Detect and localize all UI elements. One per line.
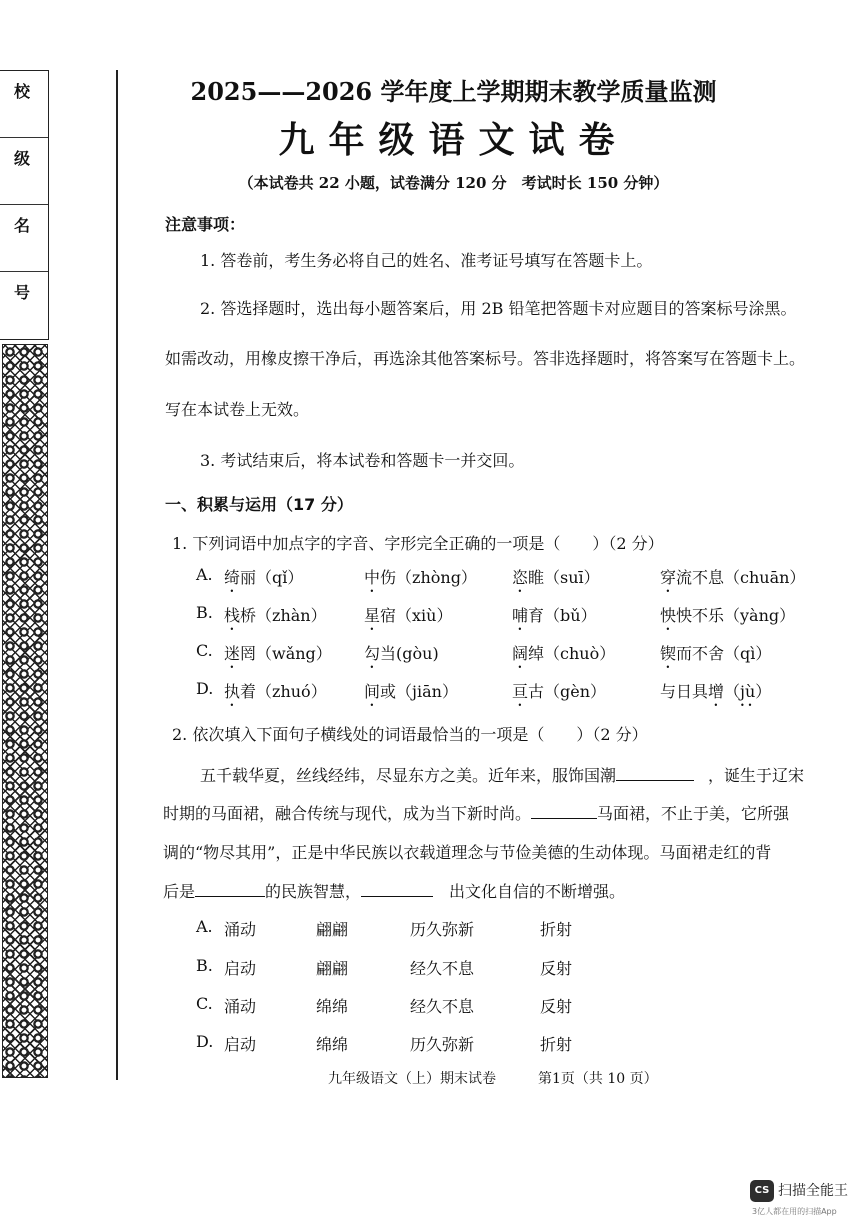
- q1-word: 恣睢（suī）: [512, 568, 600, 587]
- school-label: 校: [14, 82, 31, 101]
- scanner-app-name: 扫描全能王: [778, 1183, 848, 1199]
- q1-word: 绮丽（qǐ）: [224, 568, 304, 587]
- q1-word: 间或（jiān）: [364, 682, 458, 701]
- exam-title-line2: 九年级语文试卷: [278, 119, 629, 161]
- q2-passage-line4: 后是 的民族智慧， 出文化自信的不断增强。: [163, 882, 626, 901]
- q2-choice: 翩翩: [316, 920, 349, 939]
- q2-choice: 启动: [224, 1035, 257, 1054]
- q2-choice: 启动: [224, 959, 257, 978]
- class-label: 级: [14, 149, 31, 168]
- blank-1: [616, 766, 694, 781]
- q2-option-label: C.: [196, 994, 213, 1013]
- note-item-3: 3. 考试结束后，将本试卷和答题卡一并交回。: [200, 451, 525, 470]
- notes-heading: 注意事项：: [165, 215, 246, 234]
- q2-choice: 折射: [540, 920, 573, 939]
- q1-word: 勾当(gòu): [364, 644, 439, 663]
- q1-word: 哺育（bǔ）: [512, 606, 597, 625]
- binding-line: [116, 70, 118, 1080]
- q2-passage-line2: 时期的马面裙，融合传统与现代，成为当下新时尚。 马面裙，不止于美，它所强: [163, 804, 790, 823]
- section-heading: 一、积累与运用（17 分）: [165, 495, 353, 514]
- scanner-logo-icon: CS: [750, 1180, 774, 1202]
- q2-choice: 经久不息: [410, 997, 475, 1016]
- q2-choice: 涌动: [224, 920, 257, 939]
- q2-choice: 涌动: [224, 997, 257, 1016]
- q1-word: 星宿（xiù）: [364, 606, 453, 625]
- name-label: 名: [14, 216, 31, 235]
- note-item-2-line3: 写在本试卷上无效。: [165, 400, 310, 419]
- q1-option-label: A.: [196, 565, 213, 584]
- q2-choice: 绵绵: [316, 1035, 349, 1054]
- q1-word: 锲而不舍（qì）: [660, 644, 772, 663]
- q1-option-label: B.: [196, 603, 213, 622]
- q2-passage-line3: 调的“物尽其用”，正是中华民族以衣载道理念与节俭美德的生动体现。马面裙走红的背: [163, 843, 772, 862]
- q1-word: 中伤（zhòng）: [364, 568, 477, 587]
- q2-option-label: B.: [196, 956, 213, 975]
- q2-choice: 绵绵: [316, 997, 349, 1016]
- student-info-box: [0, 70, 49, 340]
- q2-passage-line1: 五千载华夏，丝线经纬，尽显东方之美。近年来，服饰国潮 ，诞生于辽宋: [200, 766, 805, 785]
- number-label: 号: [14, 283, 31, 302]
- q2-choice: 经久不息: [410, 959, 475, 978]
- q2-option-label: A.: [196, 917, 213, 936]
- q1-word: 迷罔（wǎng）: [224, 644, 332, 663]
- q2-choice: 历久弥新: [410, 920, 475, 939]
- q1-stem: 1. 下列词语中加点字的字音、字形完全正确的一项是（ ）（2 分）: [172, 534, 664, 553]
- scanner-tagline: 3亿人都在用的扫描App: [752, 1207, 837, 1216]
- page-footer: 九年级语文（上）期末试卷 第1页（共 10 页）: [328, 1071, 658, 1087]
- q1-word: 阔绰（chuò）: [512, 644, 616, 663]
- note-item-1: 1. 答卷前，考生务必将自己的姓名、准考证号填写在答题卡上。: [200, 251, 653, 270]
- q2-choice: 反射: [540, 959, 573, 978]
- number-field: [0, 272, 48, 338]
- q1-word: 执着（zhuó）: [224, 682, 327, 701]
- blank-2: [531, 804, 597, 819]
- exam-title-line1: 2025——2026 学年度上学期期末教学质量监测: [190, 77, 717, 106]
- q1-word: 栈桥（zhàn）: [224, 606, 327, 625]
- blank-4: [361, 882, 433, 897]
- q2-stem: 2. 依次填入下面句子横线处的词语最恰当的一项是（ ）（2 分）: [172, 725, 648, 744]
- note-item-2-line1: 2. 答选择题时，选出每小题答案后，用 2B 铅笔把答题卡对应题目的答案标号涂黑。: [200, 299, 797, 318]
- q1-option-label: D.: [196, 679, 214, 698]
- exam-subtitle: （本试卷共 22 小题，试卷满分 120 分 考试时长 150 分钟）: [238, 174, 669, 192]
- note-item-2-line2: 如需改动，用橡皮擦干净后，再选涂其他答案标号。答非选择题时，将答案写在答题卡上。: [165, 349, 806, 368]
- q1-word: 与日具增（jù）: [660, 682, 772, 701]
- q2-choice: 折射: [540, 1035, 573, 1054]
- q2-choice: 反射: [540, 997, 573, 1016]
- q2-choice: 历久弥新: [410, 1035, 475, 1054]
- binding-pattern: [2, 344, 48, 1078]
- name-field: [0, 205, 48, 272]
- q2-option-label: D.: [196, 1032, 214, 1051]
- q1-option-label: C.: [196, 641, 213, 660]
- q1-word: 亘古（gèn）: [512, 682, 607, 701]
- blank-3: [195, 882, 265, 897]
- q1-word: 穿流不息（chuān）: [660, 568, 806, 587]
- q1-word: 怏怏不乐（yàng）: [660, 606, 796, 625]
- q2-choice: 翩翩: [316, 959, 349, 978]
